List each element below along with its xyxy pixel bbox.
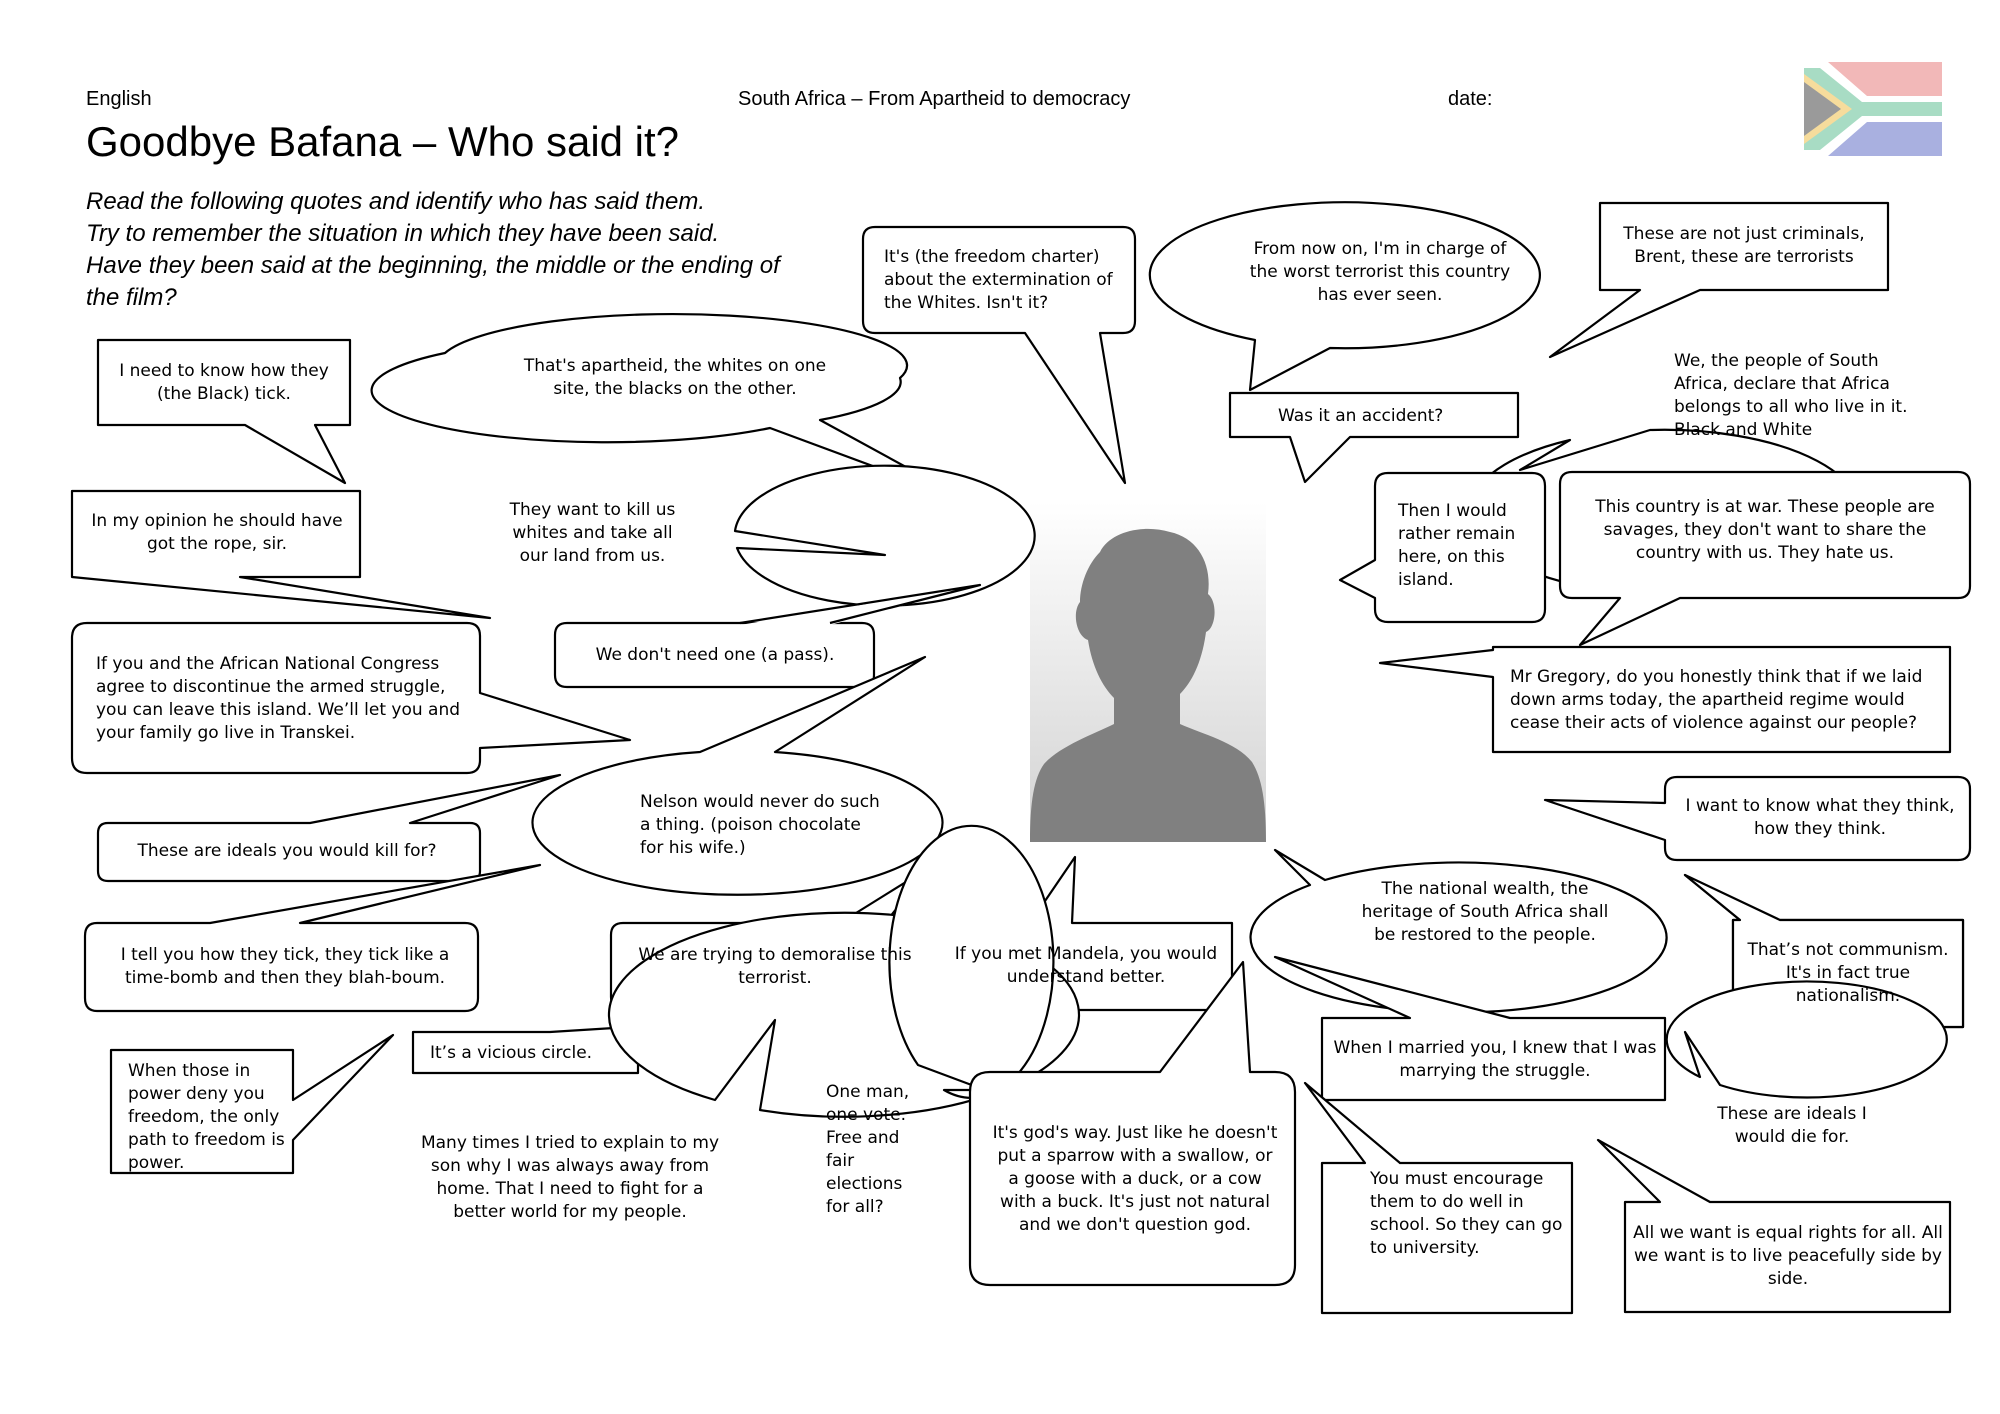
quote-text: These are ideals you would kill for? [137, 840, 437, 861]
date-label: date: [1448, 88, 1493, 110]
page-title: Goodbye Bafana – Who said it? [86, 118, 680, 165]
quote-text: If you met Mandela, you would understand better. [954, 944, 1218, 987]
quote-text: In my opinion he should have got the rope, sir. [91, 511, 343, 554]
quote-text: I need to know how they (the Black) tick. [119, 361, 329, 404]
quote-text: Mr Gregory, do you honestly think that if we laid down arms today, the apartheid regime would cease their acts of violence against our people? [1510, 666, 1923, 733]
quote-text: That's apartheid, the whites on one site, the blacks on the other. [523, 356, 827, 399]
quote-text: You must encourage them to do well in school. So they can go to university. [1370, 1169, 1563, 1258]
quote-text: Many times I tried to explain to my son why I was always away from home. That I need to fight for a better world for my people. [420, 1133, 720, 1222]
subject-label: English [86, 88, 152, 110]
quote-text: They want to kill us whites and take all our land from us. [509, 499, 676, 566]
quote-text: If you and the African National Congress agree to discontinue the armed struggle, you can leave this island. We’ll let you and your family go live in Transkei. [96, 654, 461, 743]
topic-label: South Africa – From Apartheid to democracy [738, 88, 1131, 110]
quote-text: When I married you, I knew that I was marrying the struggle. [1333, 1038, 1657, 1081]
quote-text: The national wealth, the heritage of South Africa shall be restored to the people. [1361, 878, 1609, 945]
instruction-line: Read the following quotes and identify who has said them. [86, 188, 706, 215]
quote-text: We, the people of South Africa, declare that Africa belongs to all who live in it. Black and White [1674, 351, 1908, 440]
quote-text: All we want is equal rights for all. All we want is to live peacefully side by side. [1633, 1222, 1943, 1289]
quote-text: Nelson would never do such a thing. (poison chocolate for his wife.) [640, 791, 880, 858]
instruction-line: Try to remember the situation in which they have been said. [86, 220, 720, 247]
quote-text: It's (the freedom charter) about the extermination of the Whites. Isn't it? [884, 246, 1113, 313]
instruction-line: Have they been said at the beginning, the middle or the ending of [86, 252, 780, 279]
quote-text: That’s not communism. It's in fact true nationalism. [1747, 939, 1949, 1006]
quote-text: One man, one vote. Free and fair elections for all? [826, 1082, 910, 1217]
quote-text: This country is at war. These people are savages, they don't want to share the country with us. They hate us. [1595, 496, 1935, 563]
quote-text: These are not just criminals, Brent, these are terrorists [1623, 224, 1865, 267]
quote-text: I tell you how they tick, they tick like a time-bomb and then they blah-boum. [120, 945, 450, 988]
quote-text: From now on, I'm in charge of the worst terrorist this country has ever seen. [1249, 238, 1511, 305]
quote-text: It’s a vicious circle. [430, 1042, 593, 1063]
instruction-line: the film? [86, 284, 177, 311]
quote-text: We are trying to demoralise this terrorist. [638, 945, 912, 988]
quote-text: Was it an accident? [1278, 405, 1444, 426]
quote-text: We don't need one (a pass). [595, 644, 835, 665]
quote-text: Then I would rather remain here, on this island. [1398, 501, 1516, 590]
quote-text: I want to know what they think, how they think. [1685, 796, 1955, 839]
quote-text: It's god's way. Just like he doesn't put a sparrow with a swallow, or a goose with a duck, or a cow with a buck. It's just not natural and we don't question god. [992, 1122, 1278, 1235]
quote-text: These are ideals I would die for. [1717, 1104, 1867, 1147]
quote-text: When those in power deny you freedom, the only path to freedom is power. [128, 1061, 285, 1173]
speech-bubble [735, 466, 1035, 606]
